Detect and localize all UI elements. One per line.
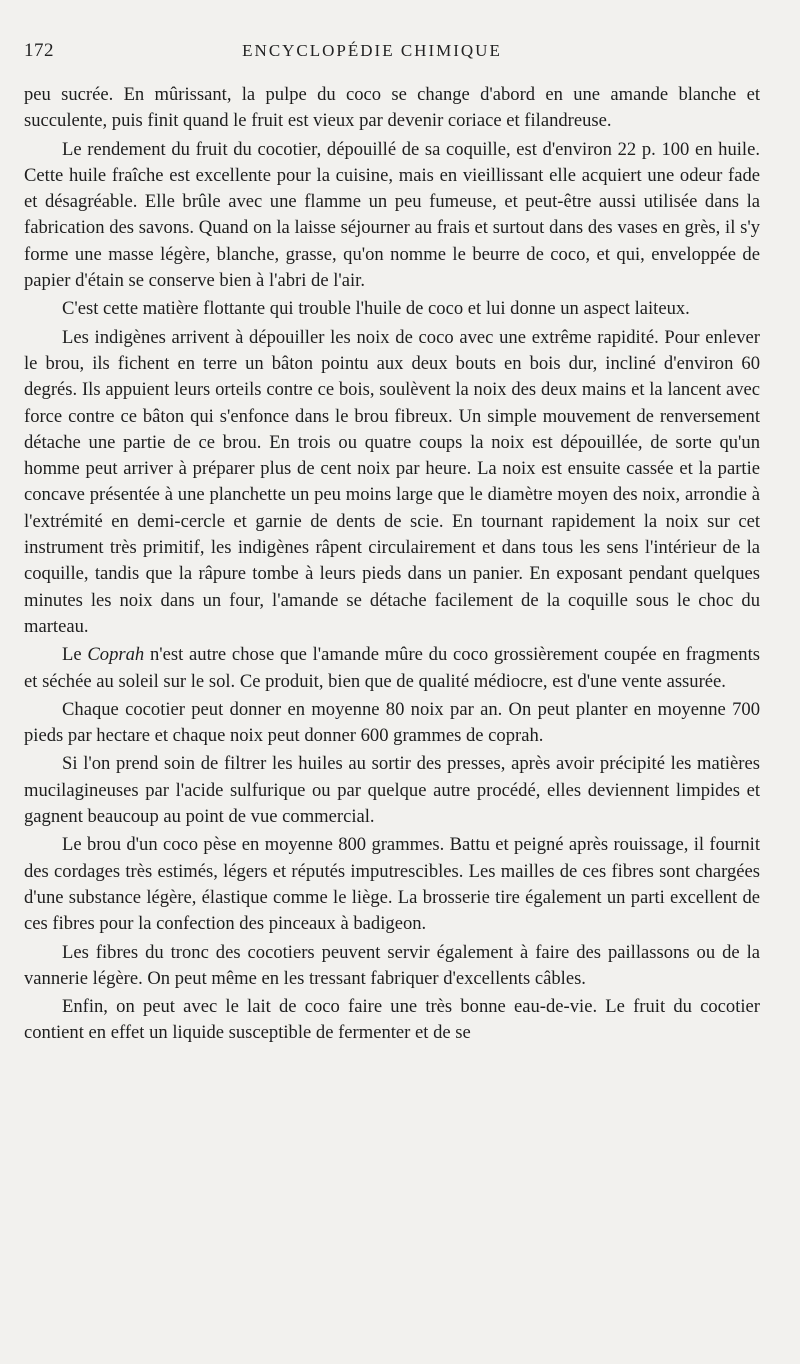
- paragraph: [24, 832, 760, 937]
- paragraph-text: Enfin, on peut avec le lait de coco faire une très bonne eau-de-vie. Le fruit du cocotier contient en effet un liquide susceptible de fermenter et de se: [24, 996, 760, 1044]
- paragraph-text: Les fibres du tronc des cocotiers peuvent servir également à faire des paillassons ou de la vannerie légère. On peut même en les tressant fabriquer d'excellents câbles.: [24, 941, 760, 989]
- paragraph-text: peu sucrée. En mûrissant, la pulpe du coco se change d'abord en une amande blanche et succulente, puis finit quand le fruit est vieux par devenir coriace et filandreuse.: [24, 84, 760, 132]
- paragraph: [24, 751, 760, 830]
- italic-term: Coprah: [87, 644, 145, 666]
- running-header: [24, 40, 760, 74]
- paragraph: [24, 642, 760, 695]
- paragraph-text: n'est autre chose que l'amande mûre du coco grossièrement coupée en fragments et séchée au soleil sur le sol. Ce produit, bien que de qualité médiocre, est d'une vente assurée.: [24, 644, 761, 692]
- paragraph: [24, 697, 760, 750]
- paragraph-text: Le rendement du fruit du cocotier, dépouillé de sa coquille, est d'environ 22 p. 100 en huile. Cette huile fraîche est excellente pour la cuisine, mais en vieillissant elle acquiert une odeur fade et désagréable. Elle brûle avec une flamme un peu fumeuse, et peut-être aussi utilisée dans la fabrication des savons. Quand on la laisse séjourner au frais et surtout dans des vases en grès, il s'y forme une masse légère, blanche, grasse, qu'on nomme le beurre de coco, et qui, enveloppée de papier d'étain se conserve bien à l'abri de l'air.: [24, 138, 760, 292]
- body-text: [24, 82, 760, 1047]
- paragraph-text: Chaque cocotier peut donner en moyenne 80 noix par an. On peut planter en moyenne 700 pieds par hectare et chaque noix peut donner 600 grammes de coprah.: [24, 698, 760, 747]
- paragraph-lead: Le: [62, 644, 88, 666]
- running-title: ENCYCLOPÉDIE CHIMIQUE: [242, 41, 502, 60]
- paragraph-text: C'est cette matière flottante qui trouble l'huile de coco et lui donne un aspect laiteux.: [62, 298, 690, 320]
- paragraph-text: Le brou d'un coco pèse en moyenne 800 grammes. Battu et peigné après rouissage, il fournit des cordages très estimés, légers et réputés imputrescibles. Les mailles de ces fibres sont chargées d'une substance légère, élastique comme le liège. La brosserie tire également un parti excellent de ces fibres pour la confection des pinceaux à badigeon.: [24, 834, 760, 935]
- page-number: 172: [24, 40, 54, 61]
- paragraph: [24, 994, 760, 1047]
- paragraph: [24, 940, 760, 993]
- paragraph: [24, 325, 760, 641]
- paragraph: [24, 137, 760, 295]
- paragraph: [24, 296, 760, 322]
- paragraph-text: Si l'on prend soin de filtrer les huiles au sortir des presses, après avoir précipité les matières mucilagineuses par l'acide sulfurique ou par quelque autre procédé, elles deviennent limpides et gagnent beaucoup au point de vue commercial.: [24, 753, 760, 828]
- paragraph-text: Les indigènes arrivent à dépouiller les noix de coco avec une extrême rapidité. Pour enlever le brou, ils fichent en terre un bâton pointu aux deux bouts en bois dur, incliné d'environ 60 degrés. Ils appuient leurs orteils contre ce bois, soulèvent la noix des deux mains et la lancent avec force contre ce bâton qui s'enfonce dans le brou fibreux. Un simple mouvement de renversement détache une partie de ce brou. En trois ou quatre coups la noix est dépouillée, de sorte qu'un homme peut arriver à préparer plus de cent noix par heure. La noix est ensuite cassée et la partie concave présentée à une planchette un peu moins large que le diamètre moyen des noix, arrondie à l'extrémité en demi-cercle et garnie de dents de scie. En tournant rapidement la noix sur cet instrument très primitif, les indigènes râpent circulairement et dans tous les sens l'intérieur de la coquille, tandis que la râpure tombe à leurs pieds dans un panier. En exposant pendant quelques minutes les noix dans un four, l'amande se détache facilement de la coquille sous le choc du marteau.: [24, 326, 760, 637]
- paragraph: [24, 82, 760, 135]
